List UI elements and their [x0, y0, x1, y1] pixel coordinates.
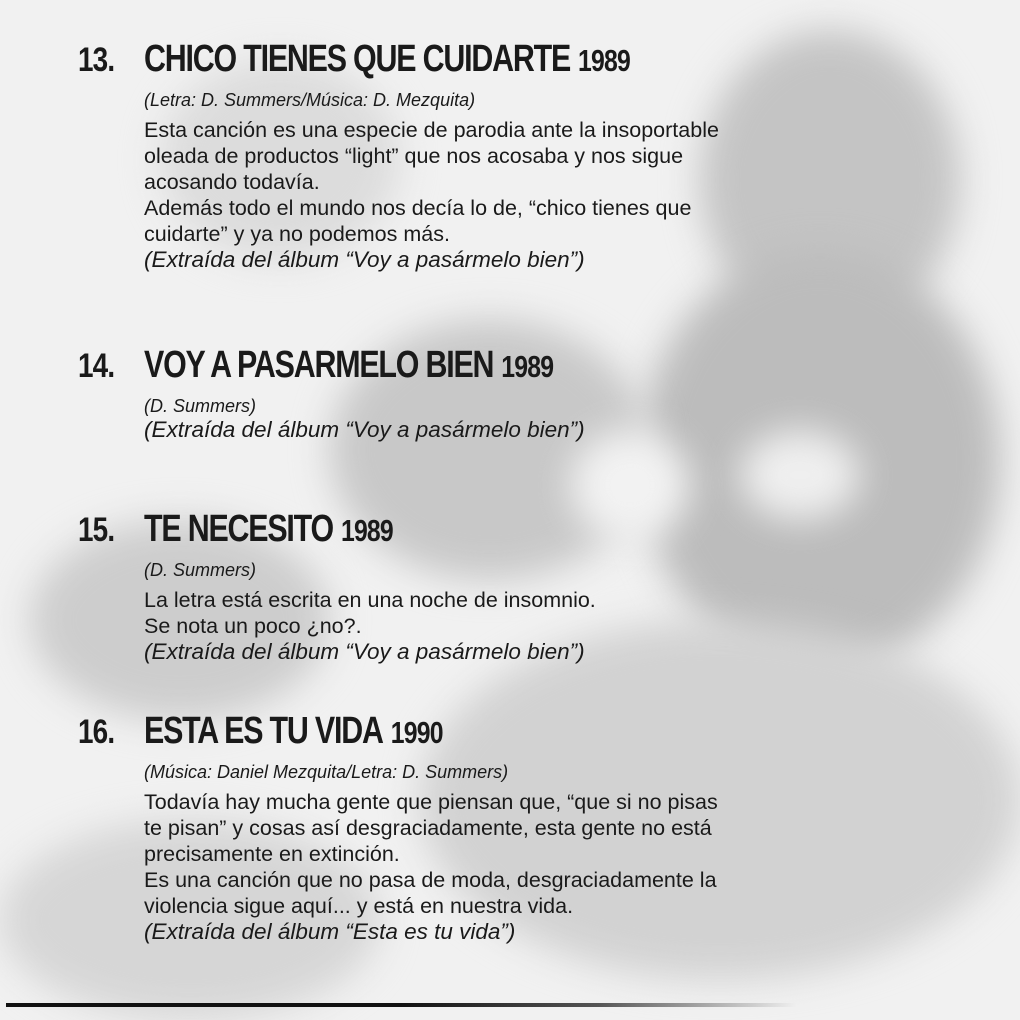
description-line: Esta canción es una especie de parodia ante la insoportable — [144, 118, 719, 142]
track-title-text: VOY A PASARMELO BIEN — [144, 344, 494, 386]
bottom-divider-line — [6, 1003, 796, 1007]
description-line: Todavía hay mucha gente que piensan que, “que si no pisas — [144, 790, 718, 814]
track-source-album: (Extraída del álbum “Voy a pasármelo bien”) — [144, 247, 585, 272]
track-entry-14 — [78, 344, 918, 443]
track-heading — [78, 38, 918, 81]
track-title — [144, 38, 630, 81]
track-credit: (Música: Daniel Mezquita/Letra: D. Summers) — [144, 762, 509, 782]
track-title-text: TE NECESITO — [144, 508, 333, 550]
description-line: precisamente en extinción. — [144, 842, 400, 866]
description-line: te pisan” y cosas así desgraciadamente, esta gente no está — [144, 816, 712, 840]
track-entry-15 — [78, 508, 918, 665]
track-title — [144, 344, 553, 387]
track-heading — [78, 508, 918, 551]
track-heading — [78, 710, 918, 753]
track-year: 1989 — [501, 349, 554, 384]
track-year: 1990 — [390, 715, 443, 750]
description-line: Se nota un poco ¿no?. — [144, 614, 362, 638]
description-line: Además todo el mundo nos decía lo de, “chico tienes que — [144, 196, 692, 220]
track-source-album: (Extraída del álbum “Voy a pasármelo bien”) — [144, 639, 585, 664]
track-description — [144, 789, 918, 945]
track-year: 1989 — [578, 43, 631, 78]
track-credit: (Letra: D. Summers/Música: D. Mezquita) — [144, 90, 476, 110]
track-credit: (D. Summers) — [144, 560, 256, 580]
track-source-album: (Extraída del álbum “Esta es tu vida”) — [144, 919, 516, 944]
track-entry-16 — [78, 710, 918, 945]
track-title-text: ESTA ES TU VIDA — [144, 710, 383, 752]
description-line: La letra está escrita en una noche de insomnio. — [144, 588, 596, 612]
description-line: violencia sigue aquí... y está en nuestra vida. — [144, 894, 574, 918]
description-line: cuidarte” y ya no podemos más. — [144, 222, 450, 246]
description-line: Es una canción que no pasa de moda, desgraciadamente la — [144, 868, 717, 892]
track-number: 14. — [78, 347, 115, 385]
track-number: 16. — [78, 713, 115, 751]
track-number: 13. — [78, 41, 115, 79]
track-source-album: (Extraída del álbum “Voy a pasármelo bien”) — [144, 417, 585, 442]
track-title-text: CHICO TIENES QUE CUIDARTE — [144, 38, 571, 80]
track-title — [144, 710, 443, 753]
track-description — [144, 587, 918, 665]
description-line: acosando todavía. — [144, 170, 320, 194]
track-year: 1989 — [340, 513, 393, 548]
description-line: oleada de productos “light” que nos acosaba y nos sigue — [144, 144, 684, 168]
track-credit: (D. Summers) — [144, 396, 256, 416]
track-entry-13 — [78, 38, 918, 273]
track-heading — [78, 344, 918, 387]
track-description — [144, 117, 918, 273]
track-number: 15. — [78, 511, 115, 549]
track-title — [144, 508, 393, 551]
